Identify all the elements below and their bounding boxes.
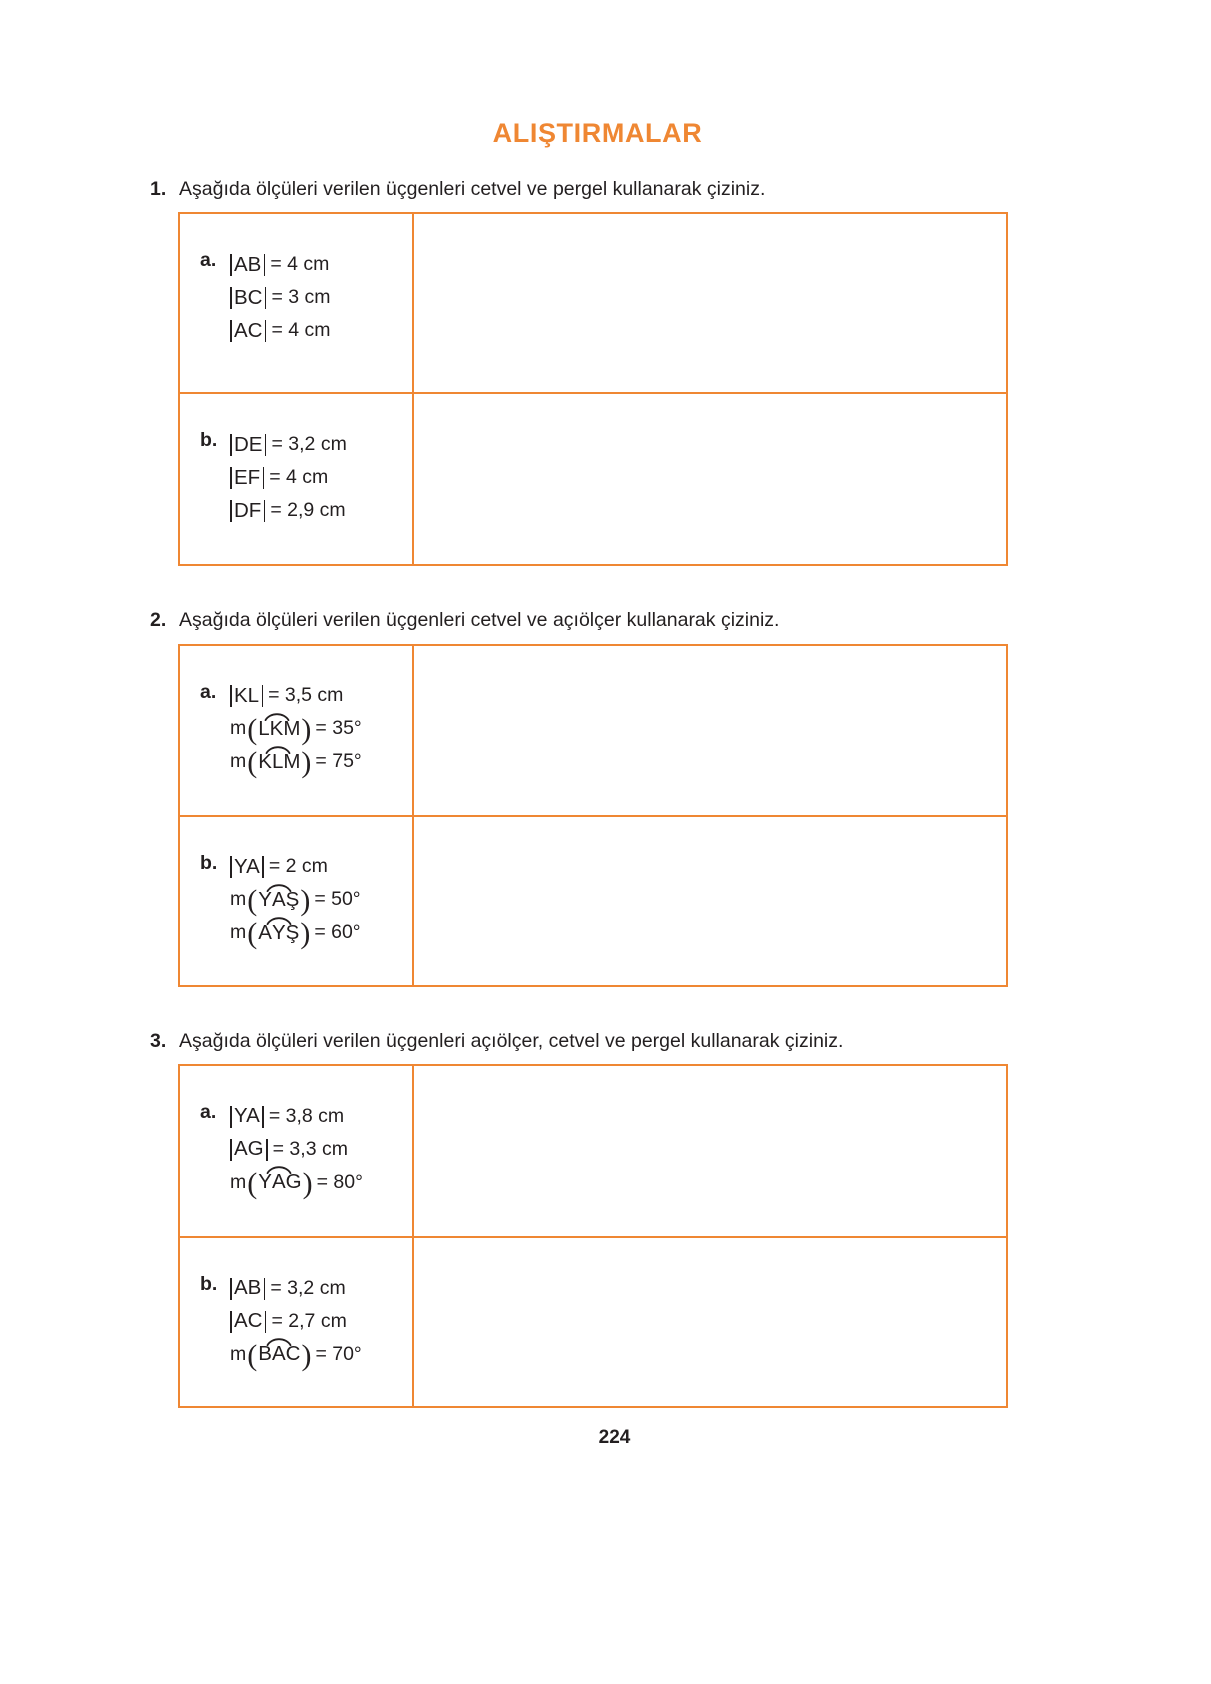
angle-measure-prefix: m — [230, 921, 247, 944]
segment-label: DF — [234, 498, 262, 522]
segment-length-value: = 3,2 cm — [270, 1276, 346, 1299]
angle-measure-line — [230, 917, 412, 950]
paren-close: ) — [301, 746, 312, 780]
paren-open: ( — [247, 917, 258, 951]
measurement-item — [200, 680, 412, 779]
angle-notation — [230, 884, 361, 918]
paren-close: ) — [301, 1338, 312, 1372]
angle-vertex: A — [272, 1344, 286, 1365]
segment-length-value: = 3,5 cm — [268, 684, 344, 707]
angle-letters: Y AŞ — [257, 890, 300, 911]
question-1-item-a-answer-area[interactable] — [413, 213, 1007, 393]
angle-measure-prefix: m — [230, 717, 247, 740]
paren-open: ( — [247, 713, 258, 747]
question-2-item-b-answer-area[interactable] — [413, 816, 1007, 986]
item-letter: b. — [200, 429, 218, 452]
measurement-item — [200, 428, 412, 527]
segment-length-value: = 4 cm — [271, 319, 331, 342]
angle-measure-prefix: m — [230, 888, 247, 911]
angle-measure-value: = 35° — [315, 717, 362, 740]
paren-open: ( — [247, 1338, 258, 1372]
segment-label: KL — [234, 683, 260, 707]
segment-length-value: = 3,3 cm — [272, 1137, 348, 1160]
segment-label: AC — [234, 1309, 263, 1333]
absolute-value-notation — [230, 1139, 268, 1161]
paren-close: ) — [300, 917, 311, 951]
angle-measure-value: = 75° — [315, 750, 362, 773]
measurement-item — [200, 1272, 412, 1371]
angle-notation — [230, 1338, 362, 1372]
question-3-text: Aşağıda ölçüleri verilen üçgenleri açıölçer, cetvel ve pergel kullanarak çiziniz. — [179, 1029, 844, 1052]
angle-letters: B AC — [257, 1344, 301, 1365]
paren-close: ) — [302, 1166, 313, 1200]
question-1-item-b-prompt — [179, 393, 413, 565]
segment-length-line — [230, 1100, 412, 1133]
segment-label: AC — [234, 318, 263, 342]
question-3-item-b-answer-area[interactable] — [413, 1237, 1007, 1407]
segment-length-line — [230, 314, 412, 347]
segment-label: BC — [234, 285, 263, 309]
question-2-table — [178, 644, 1008, 987]
table-row — [179, 645, 1007, 816]
question-2-heading — [150, 608, 1010, 633]
page-title: ALIŞTIRMALAR — [492, 118, 703, 148]
question-2-text: Aşağıda ölçüleri verilen üçgenleri cetvel ve açıölçer kullanarak çiziniz. — [179, 609, 780, 632]
angle-measure-prefix: m — [230, 1170, 247, 1193]
question-1-heading — [150, 177, 1010, 202]
absolute-value-notation — [230, 1278, 265, 1300]
angle-letters: A YŞ — [257, 923, 300, 944]
segment-length-value: = 2,9 cm — [270, 499, 346, 522]
angle-measure-value: = 60° — [314, 921, 361, 944]
question-2-item-b-prompt — [179, 816, 413, 986]
angle-measure-line — [230, 884, 412, 917]
segment-label: AG — [234, 1137, 264, 1161]
measurement-lines — [230, 428, 412, 527]
segment-length-line — [230, 1133, 412, 1166]
item-letter: b. — [200, 851, 218, 874]
angle-vertex: K — [270, 719, 284, 740]
segment-length-line — [230, 461, 412, 494]
angle-vertex: A — [272, 890, 286, 911]
item-letter: b. — [200, 1273, 218, 1296]
absolute-value-notation — [230, 434, 266, 456]
segment-length-line — [230, 428, 412, 461]
question-2-item-a-prompt — [179, 645, 413, 816]
measurement-item — [200, 248, 412, 347]
page-content — [150, 118, 1010, 1408]
segment-length-line — [230, 248, 412, 281]
table-row — [179, 1237, 1007, 1407]
segment-length-line — [230, 494, 412, 527]
item-letter: a. — [200, 680, 217, 703]
question-1-item-b-answer-area[interactable] — [413, 393, 1007, 565]
question-1-item-a-prompt — [179, 213, 413, 393]
absolute-value-notation — [230, 500, 265, 522]
segment-length-line — [230, 1305, 412, 1338]
absolute-value-notation — [230, 685, 263, 707]
table-row — [179, 1065, 1007, 1237]
question-3-item-a-prompt — [179, 1065, 413, 1237]
segment-label: YA — [234, 1104, 260, 1128]
angle-measure-prefix: m — [230, 750, 247, 773]
angle-notation — [230, 713, 362, 747]
page-number: 224 — [598, 1427, 631, 1448]
measurement-lines — [230, 680, 412, 779]
angle-measure-line — [230, 713, 412, 746]
question-1-text: Aşağıda ölçüleri verilen üçgenleri cetvel ve pergel kullanarak çiziniz. — [179, 178, 766, 200]
angle-notation — [230, 746, 362, 780]
question-2-item-a-answer-area[interactable] — [413, 645, 1007, 816]
question-1-table — [178, 212, 1008, 566]
angle-letters: K LM — [257, 752, 301, 773]
absolute-value-notation — [230, 254, 265, 276]
segment-length-line — [230, 851, 412, 884]
angle-notation — [230, 917, 361, 951]
question-3-heading — [150, 1029, 1010, 1054]
paren-close: ) — [301, 713, 312, 747]
angle-measure-prefix: m — [230, 1342, 247, 1365]
segment-label: EF — [234, 465, 261, 489]
segment-label: AB — [234, 1276, 262, 1300]
measurement-lines — [230, 248, 412, 347]
angle-measure-value: = 50° — [314, 888, 361, 911]
measurement-item — [200, 1100, 412, 1199]
absolute-value-notation — [230, 287, 266, 309]
table-row — [179, 213, 1007, 393]
segment-length-value: = 4 cm — [270, 253, 330, 276]
segment-length-value: = 3,2 cm — [271, 433, 347, 456]
segment-label: AB — [234, 252, 262, 276]
question-3-number: 3. — [150, 1029, 167, 1052]
paren-open: ( — [247, 884, 258, 918]
item-letter: a. — [200, 1101, 217, 1124]
segment-length-value: = 4 cm — [269, 466, 329, 489]
paren-open: ( — [247, 746, 258, 780]
paren-open: ( — [247, 1166, 258, 1200]
paren-close: ) — [300, 884, 311, 918]
measurement-lines — [230, 1100, 412, 1199]
angle-measure-line — [230, 1166, 412, 1199]
measurement-item — [200, 851, 412, 950]
question-1 — [150, 177, 1010, 566]
absolute-value-notation — [230, 856, 264, 878]
angle-vertex: L — [272, 752, 283, 773]
angle-letters: L KM — [257, 719, 301, 740]
absolute-value-notation — [230, 320, 266, 342]
absolute-value-notation — [230, 467, 264, 489]
table-row — [179, 816, 1007, 986]
segment-length-line — [230, 680, 412, 713]
segment-length-value: = 2 cm — [268, 855, 328, 878]
question-1-number: 1. — [150, 178, 167, 200]
measurement-lines — [230, 1272, 412, 1371]
angle-vertex: A — [272, 1172, 286, 1193]
segment-label: DE — [234, 432, 263, 456]
angle-measure-line — [230, 746, 412, 779]
question-3 — [150, 1029, 1010, 1408]
segment-length-value: = 2,7 cm — [271, 1309, 347, 1332]
item-letter: a. — [200, 249, 217, 272]
question-3-table — [178, 1064, 1008, 1408]
segment-length-line — [230, 281, 412, 314]
segment-length-line — [230, 1272, 412, 1305]
segment-length-value: = 3,8 cm — [268, 1104, 345, 1127]
measurement-lines — [230, 851, 412, 950]
segment-length-value: = 3 cm — [271, 286, 331, 309]
question-3-item-a-answer-area[interactable] — [413, 1065, 1007, 1237]
angle-measure-value: = 80° — [316, 1170, 363, 1193]
segment-label: YA — [234, 854, 260, 878]
angle-letters: Y AG — [257, 1172, 302, 1193]
question-3-item-b-prompt — [179, 1237, 413, 1407]
angle-notation — [230, 1166, 363, 1200]
angle-vertex: Y — [272, 923, 286, 944]
absolute-value-notation — [230, 1106, 264, 1128]
question-2 — [150, 608, 1010, 986]
table-row — [179, 393, 1007, 565]
angle-measure-line — [230, 1338, 412, 1371]
question-2-number: 2. — [150, 609, 167, 632]
angle-measure-value: = 70° — [315, 1342, 362, 1365]
absolute-value-notation — [230, 1311, 266, 1333]
